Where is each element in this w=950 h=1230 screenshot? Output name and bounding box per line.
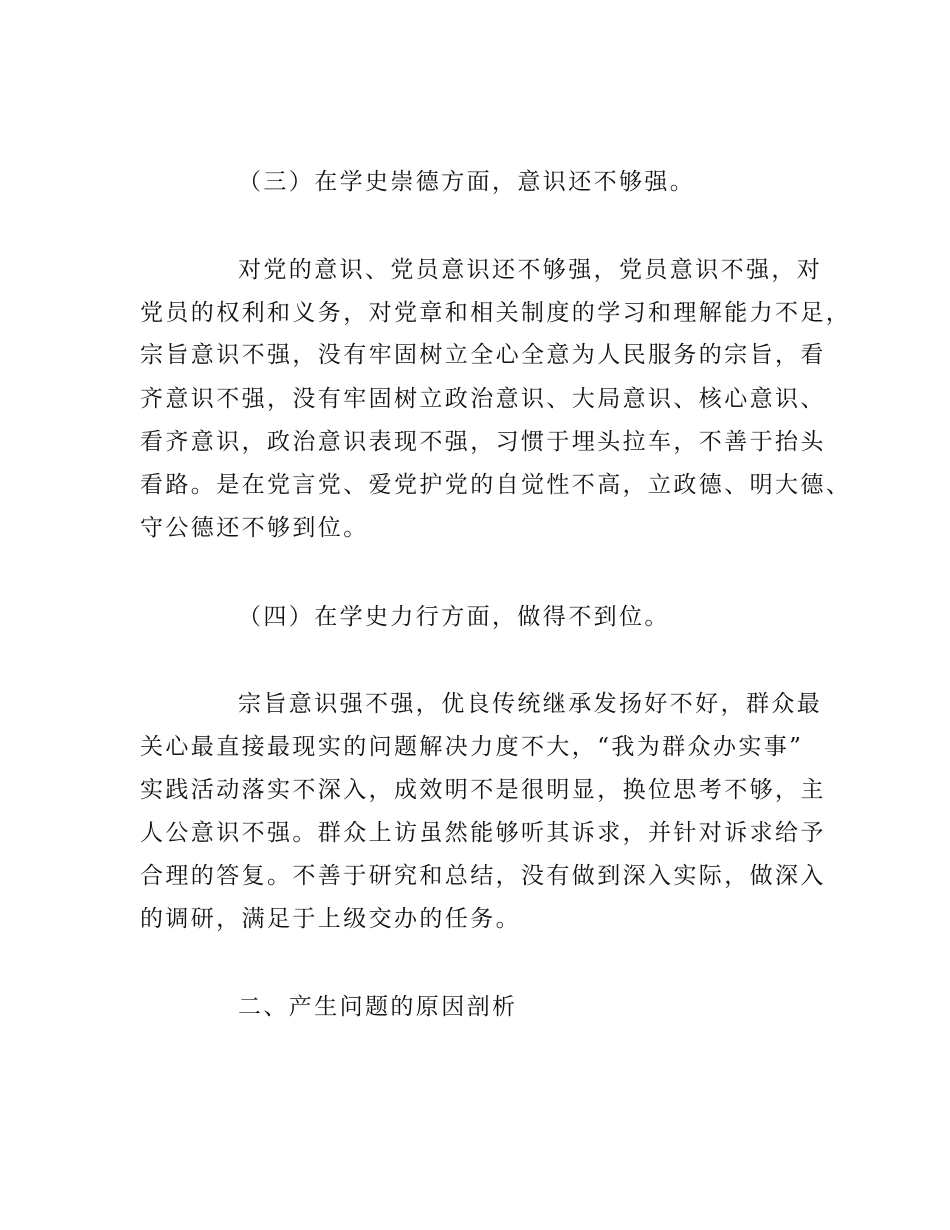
paragraph-line: 关心最直接最现实的问题解决力度不大，“我为群众办实事” — [140, 734, 804, 760]
paragraph-line: 人公意识不强。群众上访虽然能够听其诉求，并针对诉求给予 — [140, 820, 826, 846]
paragraph-line: 宗旨意识强不强，优良传统继承发扬好不好，群众最 — [238, 691, 823, 717]
paragraph-line: 守公德还不够到位。 — [140, 515, 369, 541]
paragraph-line: 看齐意识，政治意识表现不强，习惯于埋头拉车，不善于抬头 — [140, 429, 826, 455]
paragraph-line: 党员的权利和义务，对党章和相关制度的学习和理解能力不足， — [140, 300, 852, 326]
paragraph-line: 齐意识不强，没有牢固树立政治意识、大局意识、核心意识、 — [140, 386, 826, 412]
heading-section-3: （三）在学史崇德方面，意识还不够强。 — [238, 169, 696, 195]
paragraph-line: 看路。是在党言党、爱党护党的自觉性不高，立政德、明大德、 — [140, 472, 852, 498]
section-2-title: 二、产生问题的原因剖析 — [238, 994, 518, 1020]
paragraph-line: 合理的答复。不善于研究和总结，没有做到深入实际，做深入 — [140, 863, 826, 889]
paragraph-line: 对党的意识、党员意识还不够强，党员意识不强，对 — [238, 257, 823, 283]
heading-section-4: （四）在学史力行方面，做得不到位。 — [238, 604, 670, 630]
paragraph-line: 实践活动落实不深入，成效明不是很明显，换位思考不够，主 — [140, 777, 826, 803]
paragraph-line: 的调研，满足于上级交办的任务。 — [140, 906, 521, 932]
paragraph-line: 宗旨意识不强，没有牢固树立全心全意为人民服务的宗旨，看 — [140, 342, 826, 368]
